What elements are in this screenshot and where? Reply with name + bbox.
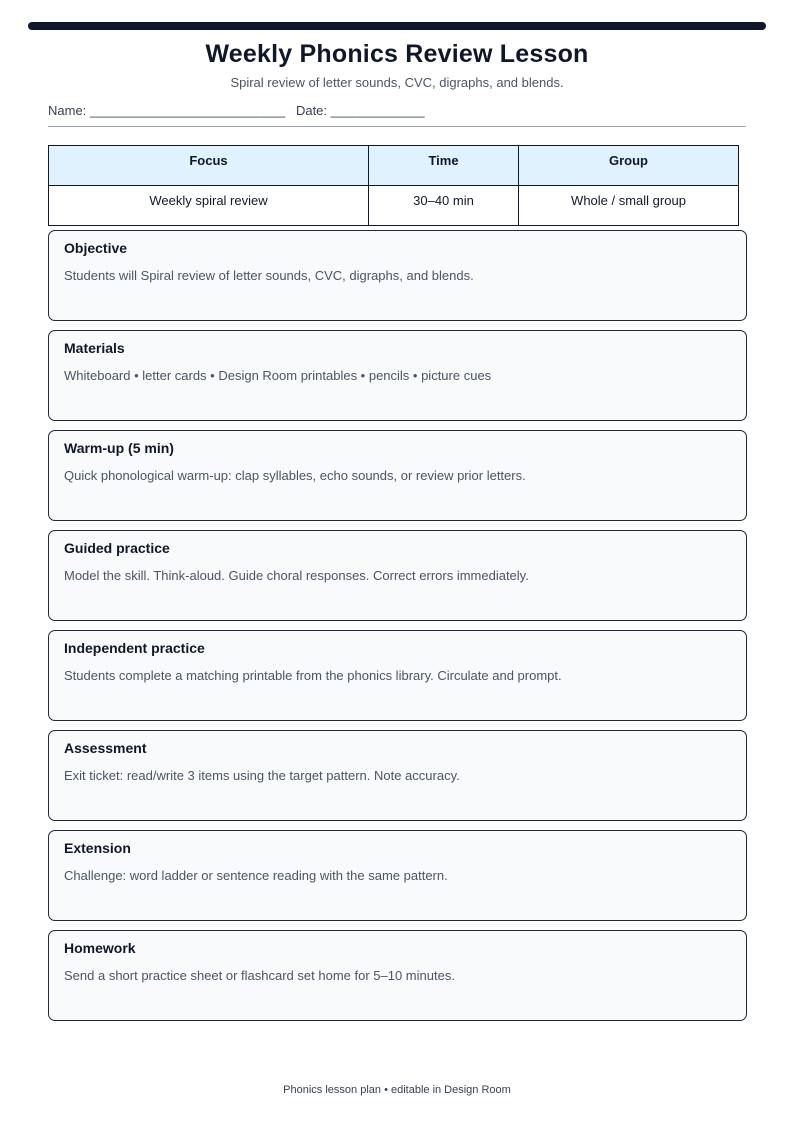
table-header-row	[49, 146, 739, 186]
section-objective	[48, 230, 747, 321]
table-row	[49, 186, 739, 226]
header-time: Time	[369, 146, 519, 186]
section-title: Assessment	[64, 740, 147, 756]
section-title: Homework	[64, 940, 136, 956]
section-homework	[48, 930, 747, 1021]
section-body: Send a short practice sheet or flashcard set home for 5–10 minutes.	[64, 968, 455, 983]
header-divider	[48, 126, 746, 127]
section-body: Challenge: word ladder or sentence reading with the same pattern.	[64, 868, 448, 883]
page-title: Weekly Phonics Review Lesson	[205, 40, 589, 68]
cell-group: Whole / small group	[519, 186, 739, 226]
cell-time: 30–40 min	[369, 186, 519, 226]
section-title: Extension	[64, 840, 131, 856]
section-body: Model the skill. Think-aloud. Guide choral responses. Correct errors immediately.	[64, 568, 529, 583]
header-group: Group	[519, 146, 739, 186]
header-focus: Focus	[49, 146, 369, 186]
section-body: Quick phonological warm-up: clap syllables, echo sounds, or review prior letters.	[64, 468, 526, 483]
lesson-sections	[48, 230, 747, 1030]
section-title: Warm-up (5 min)	[64, 440, 174, 456]
section-title: Guided practice	[64, 540, 170, 556]
section-body: Whiteboard • letter cards • Design Room printables • pencils • picture cues	[64, 368, 492, 383]
section-extension	[48, 830, 747, 921]
section-guided-practice	[48, 530, 747, 621]
lesson-info-table	[48, 145, 739, 226]
section-title: Materials	[64, 340, 125, 356]
cell-focus: Weekly spiral review	[49, 186, 369, 226]
page-footer: Phonics lesson plan • editable in Design Room	[283, 1084, 511, 1096]
page-subtitle: Spiral review of letter sounds, CVC, digraphs, and blends.	[230, 75, 564, 90]
name-date-line: Name: ___________________________ Date: _____________	[48, 103, 425, 118]
section-assessment	[48, 730, 747, 821]
section-body: Exit ticket: read/write 3 items using the target pattern. Note accuracy.	[64, 768, 460, 783]
section-independent-practice	[48, 630, 747, 721]
section-warm-up	[48, 430, 747, 521]
top-accent-bar	[28, 22, 766, 30]
section-materials	[48, 330, 747, 421]
section-title: Objective	[64, 240, 128, 256]
section-body: Students will Spiral review of letter sounds, CVC, digraphs, and blends.	[64, 268, 474, 283]
section-title: Independent practice	[64, 640, 205, 656]
section-body: Students complete a matching printable from the phonics library. Circulate and prompt.	[64, 668, 562, 683]
